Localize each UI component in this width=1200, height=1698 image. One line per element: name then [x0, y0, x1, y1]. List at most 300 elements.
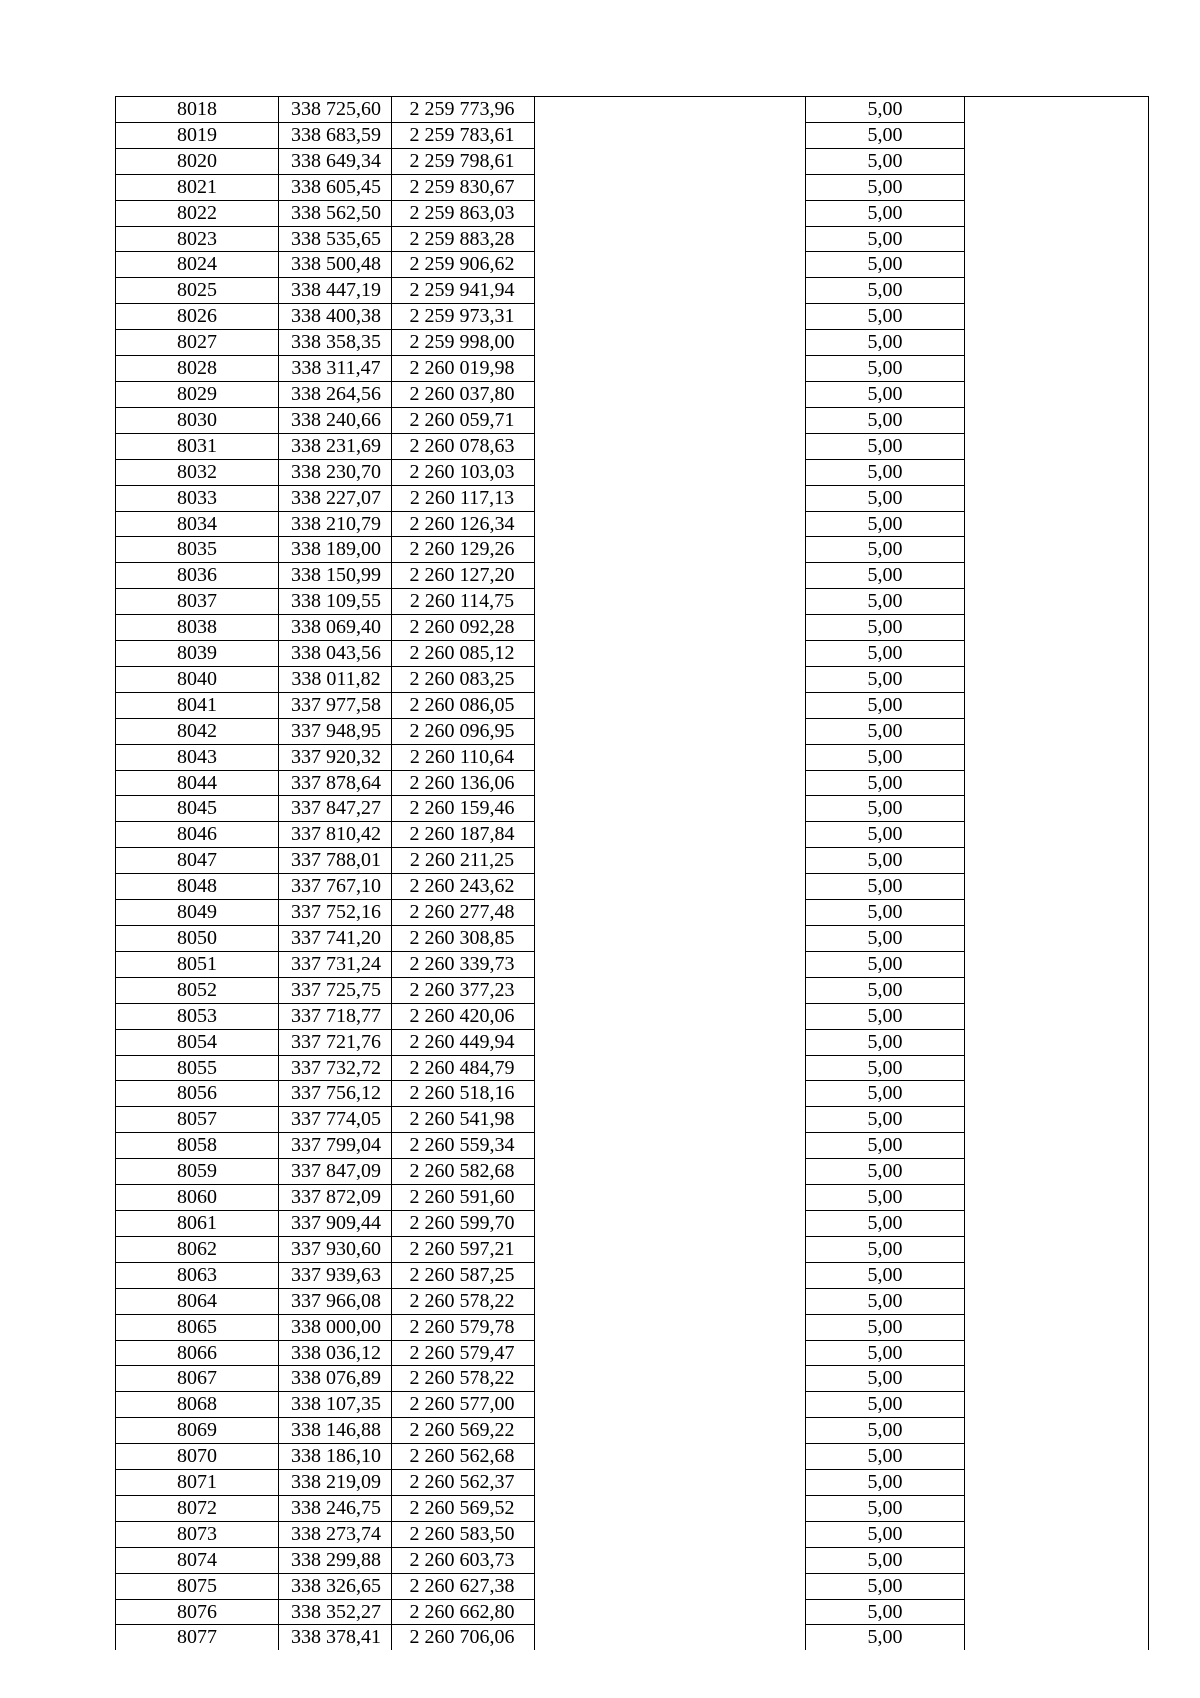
table-row — [116, 278, 1149, 304]
y-coordinate-cell: 2 260 083,25 — [392, 666, 535, 692]
point-number-cell: 8057 — [116, 1107, 279, 1133]
value-cell: 5,00 — [806, 1236, 965, 1262]
empty-cell — [965, 641, 1149, 667]
table-row — [116, 874, 1149, 900]
y-coordinate-cell: 2 260 518,16 — [392, 1081, 535, 1107]
y-coordinate-cell: 2 260 541,98 — [392, 1107, 535, 1133]
x-coordinate-cell: 338 109,55 — [279, 589, 392, 615]
empty-cell — [535, 744, 806, 770]
empty-cell — [965, 226, 1149, 252]
point-number-cell: 8075 — [116, 1573, 279, 1599]
x-coordinate-cell: 337 788,01 — [279, 848, 392, 874]
empty-cell — [965, 1055, 1149, 1081]
x-coordinate-cell: 337 977,58 — [279, 692, 392, 718]
empty-cell — [965, 563, 1149, 589]
empty-cell — [535, 459, 806, 485]
point-number-cell: 8039 — [116, 641, 279, 667]
point-number-cell: 8069 — [116, 1418, 279, 1444]
value-cell: 5,00 — [806, 459, 965, 485]
table-row — [116, 1159, 1149, 1185]
empty-cell — [965, 1003, 1149, 1029]
value-cell: 5,00 — [806, 330, 965, 356]
point-number-cell: 8052 — [116, 977, 279, 1003]
x-coordinate-cell: 338 189,00 — [279, 537, 392, 563]
table-row — [116, 1521, 1149, 1547]
y-coordinate-cell: 2 260 569,22 — [392, 1418, 535, 1444]
point-number-cell: 8065 — [116, 1314, 279, 1340]
value-cell: 5,00 — [806, 718, 965, 744]
y-coordinate-cell: 2 259 830,67 — [392, 174, 535, 200]
point-number-cell: 8022 — [116, 200, 279, 226]
point-number-cell: 8027 — [116, 330, 279, 356]
x-coordinate-cell: 337 930,60 — [279, 1236, 392, 1262]
empty-cell — [535, 822, 806, 848]
coordinates-table — [115, 96, 1149, 1650]
y-coordinate-cell: 2 260 110,64 — [392, 744, 535, 770]
table-row — [116, 926, 1149, 952]
point-number-cell: 8020 — [116, 148, 279, 174]
empty-cell — [535, 304, 806, 330]
empty-cell — [535, 874, 806, 900]
x-coordinate-cell: 337 732,72 — [279, 1055, 392, 1081]
point-number-cell: 8026 — [116, 304, 279, 330]
y-coordinate-cell: 2 260 449,94 — [392, 1029, 535, 1055]
empty-cell — [965, 1107, 1149, 1133]
point-number-cell: 8070 — [116, 1444, 279, 1470]
value-cell: 5,00 — [806, 174, 965, 200]
table-row — [116, 744, 1149, 770]
table-row — [116, 511, 1149, 537]
point-number-cell: 8046 — [116, 822, 279, 848]
table-row — [116, 407, 1149, 433]
table-row — [116, 1081, 1149, 1107]
value-cell: 5,00 — [806, 433, 965, 459]
empty-cell — [965, 1340, 1149, 1366]
empty-cell — [965, 1392, 1149, 1418]
table-row — [116, 1133, 1149, 1159]
empty-cell — [965, 97, 1149, 123]
point-number-cell: 8037 — [116, 589, 279, 615]
y-coordinate-cell: 2 260 587,25 — [392, 1262, 535, 1288]
point-number-cell: 8059 — [116, 1159, 279, 1185]
table-row — [116, 1470, 1149, 1496]
empty-cell — [965, 900, 1149, 926]
point-number-cell: 8076 — [116, 1599, 279, 1625]
value-cell: 5,00 — [806, 692, 965, 718]
x-coordinate-cell: 338 683,59 — [279, 122, 392, 148]
x-coordinate-cell: 338 011,82 — [279, 666, 392, 692]
empty-cell — [965, 356, 1149, 382]
point-number-cell: 8036 — [116, 563, 279, 589]
table-row — [116, 563, 1149, 589]
value-cell: 5,00 — [806, 200, 965, 226]
empty-cell — [965, 1029, 1149, 1055]
x-coordinate-cell: 337 939,63 — [279, 1262, 392, 1288]
x-coordinate-cell: 337 810,42 — [279, 822, 392, 848]
y-coordinate-cell: 2 260 578,22 — [392, 1288, 535, 1314]
empty-cell — [535, 407, 806, 433]
empty-cell — [965, 122, 1149, 148]
x-coordinate-cell: 337 948,95 — [279, 718, 392, 744]
value-cell: 5,00 — [806, 356, 965, 382]
value-cell: 5,00 — [806, 1521, 965, 1547]
y-coordinate-cell: 2 260 037,80 — [392, 381, 535, 407]
x-coordinate-cell: 338 227,07 — [279, 485, 392, 511]
empty-cell — [535, 1418, 806, 1444]
table-row — [116, 1392, 1149, 1418]
empty-cell — [535, 666, 806, 692]
empty-cell — [965, 407, 1149, 433]
empty-cell — [535, 1470, 806, 1496]
empty-cell — [535, 1159, 806, 1185]
empty-cell — [535, 1210, 806, 1236]
table-row — [116, 200, 1149, 226]
point-number-cell: 8041 — [116, 692, 279, 718]
y-coordinate-cell: 2 260 159,46 — [392, 796, 535, 822]
y-coordinate-cell: 2 259 906,62 — [392, 252, 535, 278]
point-number-cell: 8049 — [116, 900, 279, 926]
empty-cell — [965, 304, 1149, 330]
table-row — [116, 330, 1149, 356]
table-row — [116, 822, 1149, 848]
value-cell: 5,00 — [806, 951, 965, 977]
table-row — [116, 537, 1149, 563]
x-coordinate-cell: 338 210,79 — [279, 511, 392, 537]
empty-cell — [965, 1262, 1149, 1288]
y-coordinate-cell: 2 259 798,61 — [392, 148, 535, 174]
point-number-cell: 8028 — [116, 356, 279, 382]
x-coordinate-cell: 337 718,77 — [279, 1003, 392, 1029]
empty-cell — [535, 511, 806, 537]
y-coordinate-cell: 2 260 103,03 — [392, 459, 535, 485]
y-coordinate-cell: 2 260 599,70 — [392, 1210, 535, 1236]
value-cell: 5,00 — [806, 796, 965, 822]
x-coordinate-cell: 338 230,70 — [279, 459, 392, 485]
empty-cell — [535, 796, 806, 822]
value-cell: 5,00 — [806, 1599, 965, 1625]
x-coordinate-cell: 337 847,09 — [279, 1159, 392, 1185]
y-coordinate-cell: 2 260 243,62 — [392, 874, 535, 900]
value-cell: 5,00 — [806, 148, 965, 174]
empty-cell — [535, 563, 806, 589]
empty-cell — [535, 1133, 806, 1159]
empty-cell — [535, 1081, 806, 1107]
empty-cell — [965, 537, 1149, 563]
point-number-cell: 8072 — [116, 1495, 279, 1521]
y-coordinate-cell: 2 260 127,20 — [392, 563, 535, 589]
table-row — [116, 1314, 1149, 1340]
table-row — [116, 1262, 1149, 1288]
empty-cell — [965, 459, 1149, 485]
y-coordinate-cell: 2 260 096,95 — [392, 718, 535, 744]
empty-cell — [535, 1573, 806, 1599]
empty-cell — [965, 1599, 1149, 1625]
table-row — [116, 1599, 1149, 1625]
x-coordinate-cell: 338 000,00 — [279, 1314, 392, 1340]
x-coordinate-cell: 337 741,20 — [279, 926, 392, 952]
y-coordinate-cell: 2 260 579,47 — [392, 1340, 535, 1366]
y-coordinate-cell: 2 260 129,26 — [392, 537, 535, 563]
empty-cell — [535, 1314, 806, 1340]
empty-cell — [965, 1081, 1149, 1107]
table-row — [116, 770, 1149, 796]
empty-cell — [535, 589, 806, 615]
empty-cell — [535, 1055, 806, 1081]
value-cell: 5,00 — [806, 900, 965, 926]
y-coordinate-cell: 2 260 086,05 — [392, 692, 535, 718]
table-row — [116, 615, 1149, 641]
value-cell: 5,00 — [806, 926, 965, 952]
empty-cell — [965, 1573, 1149, 1599]
y-coordinate-cell: 2 260 019,98 — [392, 356, 535, 382]
empty-cell — [965, 252, 1149, 278]
value-cell: 5,00 — [806, 537, 965, 563]
empty-cell — [535, 977, 806, 1003]
empty-cell — [535, 951, 806, 977]
y-coordinate-cell: 2 259 998,00 — [392, 330, 535, 356]
empty-cell — [535, 848, 806, 874]
table-row — [116, 459, 1149, 485]
empty-cell — [535, 1495, 806, 1521]
point-number-cell: 8023 — [116, 226, 279, 252]
x-coordinate-cell: 337 847,27 — [279, 796, 392, 822]
value-cell: 5,00 — [806, 770, 965, 796]
table-row — [116, 1366, 1149, 1392]
y-coordinate-cell: 2 260 559,34 — [392, 1133, 535, 1159]
point-number-cell: 8068 — [116, 1392, 279, 1418]
empty-cell — [535, 278, 806, 304]
table-row — [116, 692, 1149, 718]
y-coordinate-cell: 2 260 562,68 — [392, 1444, 535, 1470]
point-number-cell: 8051 — [116, 951, 279, 977]
empty-cell — [535, 148, 806, 174]
empty-cell — [965, 744, 1149, 770]
empty-cell — [535, 1288, 806, 1314]
empty-cell — [535, 1029, 806, 1055]
y-coordinate-cell: 2 259 883,28 — [392, 226, 535, 252]
empty-cell — [535, 926, 806, 952]
y-coordinate-cell: 2 260 484,79 — [392, 1055, 535, 1081]
empty-cell — [535, 356, 806, 382]
x-coordinate-cell: 337 756,12 — [279, 1081, 392, 1107]
value-cell: 5,00 — [806, 1547, 965, 1573]
y-coordinate-cell: 2 260 377,23 — [392, 977, 535, 1003]
table-row — [116, 122, 1149, 148]
value-cell: 5,00 — [806, 304, 965, 330]
point-number-cell: 8055 — [116, 1055, 279, 1081]
value-cell: 5,00 — [806, 615, 965, 641]
empty-cell — [535, 1003, 806, 1029]
value-cell: 5,00 — [806, 1081, 965, 1107]
table-row — [116, 252, 1149, 278]
x-coordinate-cell: 338 186,10 — [279, 1444, 392, 1470]
empty-cell — [965, 330, 1149, 356]
table-row — [116, 1625, 1149, 1650]
empty-cell — [535, 97, 806, 123]
empty-cell — [965, 511, 1149, 537]
empty-cell — [535, 485, 806, 511]
value-cell: 5,00 — [806, 563, 965, 589]
empty-cell — [535, 615, 806, 641]
empty-cell — [535, 252, 806, 278]
table-row — [116, 796, 1149, 822]
point-number-cell: 8077 — [116, 1625, 279, 1650]
empty-cell — [965, 666, 1149, 692]
empty-cell — [965, 1418, 1149, 1444]
empty-cell — [535, 1599, 806, 1625]
empty-cell — [535, 1625, 806, 1650]
empty-cell — [535, 1444, 806, 1470]
table-row — [116, 848, 1149, 874]
table-row — [116, 1236, 1149, 1262]
table-row — [116, 951, 1149, 977]
point-number-cell: 8029 — [116, 381, 279, 407]
empty-cell — [535, 122, 806, 148]
empty-cell — [535, 537, 806, 563]
point-number-cell: 8019 — [116, 122, 279, 148]
y-coordinate-cell: 2 260 578,22 — [392, 1366, 535, 1392]
value-cell: 5,00 — [806, 744, 965, 770]
empty-cell — [535, 1547, 806, 1573]
point-number-cell: 8048 — [116, 874, 279, 900]
table-row — [116, 1573, 1149, 1599]
value-cell: 5,00 — [806, 822, 965, 848]
point-number-cell: 8062 — [116, 1236, 279, 1262]
empty-cell — [965, 692, 1149, 718]
x-coordinate-cell: 338 358,35 — [279, 330, 392, 356]
y-coordinate-cell: 2 260 085,12 — [392, 641, 535, 667]
value-cell: 5,00 — [806, 1107, 965, 1133]
empty-cell — [965, 1625, 1149, 1650]
table-row — [116, 148, 1149, 174]
y-coordinate-cell: 2 260 420,06 — [392, 1003, 535, 1029]
value-cell: 5,00 — [806, 589, 965, 615]
y-coordinate-cell: 2 259 783,61 — [392, 122, 535, 148]
y-coordinate-cell: 2 260 117,13 — [392, 485, 535, 511]
value-cell: 5,00 — [806, 1418, 965, 1444]
empty-cell — [965, 148, 1149, 174]
table-row — [116, 174, 1149, 200]
table-row — [116, 1340, 1149, 1366]
point-number-cell: 8061 — [116, 1210, 279, 1236]
table-row — [116, 1055, 1149, 1081]
y-coordinate-cell: 2 260 136,06 — [392, 770, 535, 796]
empty-cell — [535, 226, 806, 252]
y-coordinate-cell: 2 260 569,52 — [392, 1495, 535, 1521]
point-number-cell: 8064 — [116, 1288, 279, 1314]
empty-cell — [535, 1366, 806, 1392]
empty-cell — [965, 1470, 1149, 1496]
x-coordinate-cell: 338 311,47 — [279, 356, 392, 382]
y-coordinate-cell: 2 260 579,78 — [392, 1314, 535, 1340]
value-cell: 5,00 — [806, 1133, 965, 1159]
empty-cell — [535, 1262, 806, 1288]
empty-cell — [965, 278, 1149, 304]
x-coordinate-cell: 338 535,65 — [279, 226, 392, 252]
point-number-cell: 8038 — [116, 615, 279, 641]
value-cell: 5,00 — [806, 1573, 965, 1599]
empty-cell — [965, 589, 1149, 615]
x-coordinate-cell: 338 246,75 — [279, 1495, 392, 1521]
empty-cell — [965, 1210, 1149, 1236]
empty-cell — [965, 1495, 1149, 1521]
empty-cell — [965, 1133, 1149, 1159]
value-cell: 5,00 — [806, 1495, 965, 1521]
table-row — [116, 718, 1149, 744]
empty-cell — [965, 1314, 1149, 1340]
table-row — [116, 1107, 1149, 1133]
x-coordinate-cell: 338 562,50 — [279, 200, 392, 226]
value-cell: 5,00 — [806, 666, 965, 692]
x-coordinate-cell: 338 378,41 — [279, 1625, 392, 1650]
point-number-cell: 8044 — [116, 770, 279, 796]
value-cell: 5,00 — [806, 1470, 965, 1496]
y-coordinate-cell: 2 260 597,21 — [392, 1236, 535, 1262]
empty-cell — [965, 822, 1149, 848]
point-number-cell: 8067 — [116, 1366, 279, 1392]
value-cell: 5,00 — [806, 97, 965, 123]
point-number-cell: 8063 — [116, 1262, 279, 1288]
y-coordinate-cell: 2 260 187,84 — [392, 822, 535, 848]
table-row — [116, 1210, 1149, 1236]
empty-cell — [535, 692, 806, 718]
point-number-cell: 8035 — [116, 537, 279, 563]
table-row — [116, 666, 1149, 692]
y-coordinate-cell: 2 259 863,03 — [392, 200, 535, 226]
empty-cell — [965, 926, 1149, 952]
empty-cell — [965, 977, 1149, 1003]
point-number-cell: 8031 — [116, 433, 279, 459]
y-coordinate-cell: 2 260 577,00 — [392, 1392, 535, 1418]
table-row — [116, 641, 1149, 667]
x-coordinate-cell: 337 872,09 — [279, 1185, 392, 1211]
value-cell: 5,00 — [806, 1392, 965, 1418]
value-cell: 5,00 — [806, 407, 965, 433]
value-cell: 5,00 — [806, 1055, 965, 1081]
empty-cell — [535, 1392, 806, 1418]
x-coordinate-cell: 337 909,44 — [279, 1210, 392, 1236]
y-coordinate-cell: 2 260 114,75 — [392, 589, 535, 615]
point-number-cell: 8053 — [116, 1003, 279, 1029]
x-coordinate-cell: 338 273,74 — [279, 1521, 392, 1547]
table-row — [116, 381, 1149, 407]
x-coordinate-cell: 337 752,16 — [279, 900, 392, 926]
value-cell: 5,00 — [806, 226, 965, 252]
value-cell: 5,00 — [806, 485, 965, 511]
value-cell: 5,00 — [806, 1288, 965, 1314]
value-cell: 5,00 — [806, 122, 965, 148]
x-coordinate-cell: 338 264,56 — [279, 381, 392, 407]
point-number-cell: 8054 — [116, 1029, 279, 1055]
empty-cell — [965, 796, 1149, 822]
empty-cell — [965, 770, 1149, 796]
table-row — [116, 1003, 1149, 1029]
empty-cell — [965, 1444, 1149, 1470]
x-coordinate-cell: 338 076,89 — [279, 1366, 392, 1392]
table-row — [116, 589, 1149, 615]
y-coordinate-cell: 2 259 941,94 — [392, 278, 535, 304]
x-coordinate-cell: 338 400,38 — [279, 304, 392, 330]
x-coordinate-cell: 337 878,64 — [279, 770, 392, 796]
empty-cell — [535, 1340, 806, 1366]
x-coordinate-cell: 337 920,32 — [279, 744, 392, 770]
empty-cell — [965, 1236, 1149, 1262]
y-coordinate-cell: 2 260 126,34 — [392, 511, 535, 537]
empty-cell — [965, 874, 1149, 900]
point-number-cell: 8060 — [116, 1185, 279, 1211]
empty-cell — [535, 1521, 806, 1547]
point-number-cell: 8071 — [116, 1470, 279, 1496]
